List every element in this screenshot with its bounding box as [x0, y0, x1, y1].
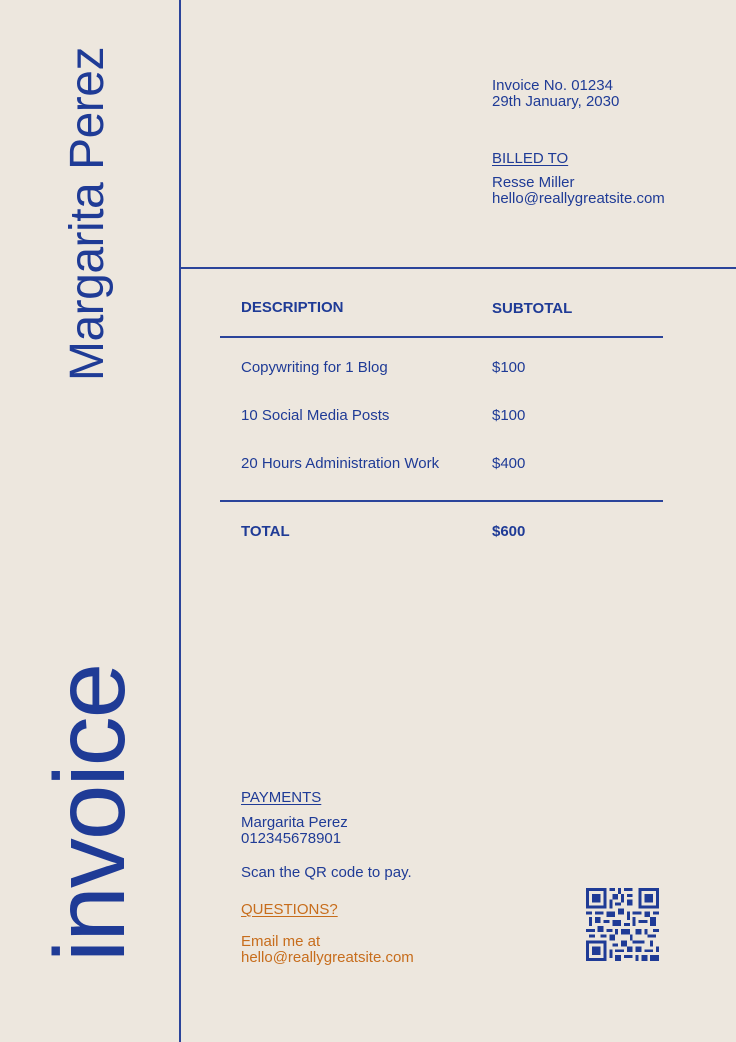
payments-label: PAYMENTS	[241, 789, 322, 806]
questions-email: hello@reallygreatsite.com	[241, 949, 414, 966]
total-label: TOTAL	[241, 523, 290, 540]
sender-name-vertical: Margarita Perez	[61, 47, 114, 381]
row-3-subtotal: $400	[492, 455, 526, 472]
questions-label: QUESTIONS?	[241, 901, 338, 918]
billed-to-label: BILLED TO	[492, 150, 569, 167]
header-divider	[179, 267, 736, 269]
questions-line: Email me at	[241, 933, 321, 950]
payments-name: Margarita Perez	[241, 814, 348, 831]
table-total-rule	[220, 500, 663, 502]
row-2-subtotal: $100	[492, 407, 526, 424]
client-name: Resse Miller	[492, 174, 575, 191]
invoice-date: 29th January, 2030	[492, 93, 620, 110]
invoice-number: Invoice No. 01234	[492, 77, 613, 94]
row-1-subtotal: $100	[492, 359, 526, 376]
row-1-description: Copywriting for 1 Blog	[241, 359, 388, 376]
client-email: hello@reallygreatsite.com	[492, 190, 665, 207]
total-value: $600	[492, 523, 526, 540]
vertical-divider	[179, 0, 181, 1042]
invoice-title-vertical: invoice	[34, 664, 146, 962]
column-header-subtotal: SUBTOTAL	[492, 300, 573, 317]
payments-account: 012345678901	[241, 830, 342, 847]
row-3-description: 20 Hours Administration Work	[241, 455, 440, 472]
scan-note: Scan the QR code to pay.	[241, 864, 412, 881]
column-header-description: DESCRIPTION	[241, 299, 344, 316]
row-2-description: 10 Social Media Posts	[241, 407, 390, 424]
qr-code-icon	[586, 888, 659, 961]
table-header-rule	[220, 336, 663, 338]
